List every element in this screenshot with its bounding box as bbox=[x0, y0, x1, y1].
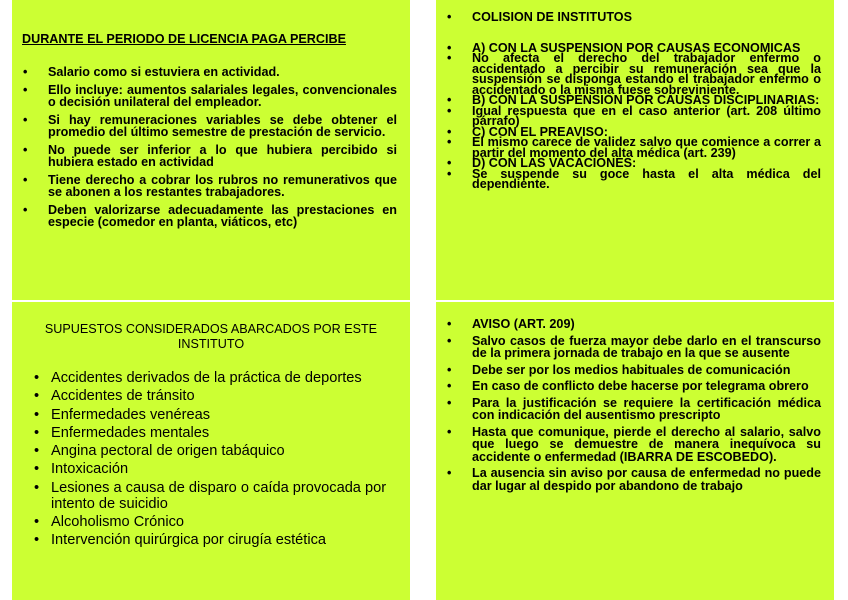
list-item: • Lesiones a causa de disparo o caída provocada por intento de suicidio bbox=[34, 480, 394, 512]
list-item: • Deben valorizarse adecuadamente las prestaciones en especie (comedor en planta, viáticos, etc) bbox=[23, 204, 397, 229]
panel-colision-institutos bbox=[436, 0, 834, 300]
list-item: • C) CON EL PREAVISO: bbox=[447, 127, 821, 138]
list-item: • Si hay remuneraciones variables se debe obtener el promedio del último semestre de prestación de servicio. bbox=[23, 114, 397, 139]
list-item: • No puede ser inferior a lo que hubiera percibido si hubiera estado en actividad bbox=[23, 144, 397, 169]
panel-heading: DURANTE EL PERIODO DE LICENCIA PAGA PERCIBE bbox=[22, 32, 346, 46]
panel-supuestos bbox=[12, 302, 410, 600]
list-item: • No afecta el derecho del trabajador enfermo o accidentado a percibir su remuneración sea que la suspensión se disponga estando el trabajador enfermo o accidentado o la misma fuese sobreviniente. bbox=[447, 53, 821, 95]
list-item: • Intoxicación bbox=[34, 461, 394, 477]
list-item: • Para la justificación se requiere la certificación médica con indicación del ausentismo prescripto bbox=[447, 397, 821, 422]
list-item: • B) CON LA SUSPENSION POR CAUSAS DISCIPLINARIAS: bbox=[447, 95, 821, 106]
list-item: • Se suspende su goce hasta el alta médica del dependiente. bbox=[447, 169, 821, 190]
list-item: • Angina pectoral de origen tabáquico bbox=[34, 443, 394, 459]
bullet-list bbox=[34, 370, 394, 551]
list-item: • A) CON LA SUSPENSION POR CAUSAS ECONOMICAS bbox=[447, 43, 821, 54]
list-item: • El mismo carece de validez salvo que comience a correr a partir del momento del alta médica (art. 239) bbox=[447, 137, 821, 158]
section-heading: • COLISION DE INSTITUTOS bbox=[447, 11, 821, 24]
list-item: • Ello incluye: aumentos salariales legales, convencionales o decisión unilateral del empleador. bbox=[23, 84, 397, 109]
list-item: • Salvo casos de fuerza mayor debe darlo en el transcurso de la primera jornada de trabajo en la que se ausente bbox=[447, 335, 821, 360]
panel-title: SUPUESTOS CONSIDERADOS ABARCADOS POR ESTE INSTITUTO bbox=[44, 322, 378, 351]
bullet-list bbox=[23, 66, 397, 234]
list-item: • Debe ser por los medios habituales de comunicación bbox=[447, 364, 821, 377]
list-item: • Igual respuesta que en el caso anterior (art. 208 último párrafo) bbox=[447, 106, 821, 127]
list-item: • Intervención quirúrgica por cirugía estética bbox=[34, 532, 394, 548]
panel-licencia-paga bbox=[12, 0, 410, 300]
list-item: • Accidentes derivados de la práctica de deportes bbox=[34, 370, 394, 386]
list-item: • Alcoholismo Crónico bbox=[34, 514, 394, 530]
list-item: • Accidentes de tránsito bbox=[34, 388, 394, 404]
list-item: • Salario como si estuviera en actividad. bbox=[23, 66, 397, 79]
list-item: • D) CON LAS VACACIONES: bbox=[447, 158, 821, 169]
bullet-list bbox=[447, 318, 821, 496]
section-heading: • AVISO (ART. 209) bbox=[447, 318, 821, 331]
list-item: • Tiene derecho a cobrar los rubros no remunerativos que se abonen a los restantes trabajadores. bbox=[23, 174, 397, 199]
panel-aviso bbox=[436, 302, 834, 600]
list-item: • Enfermedades venéreas bbox=[34, 407, 394, 423]
list-item: • Hasta que comunique, pierde el derecho al salario, salvo que luego se demuestre de manera inequívoca su accidente o enfermedad (IBARRA DE ESCOBEDO). bbox=[447, 426, 821, 464]
bullet-list bbox=[447, 11, 821, 190]
list-item: • La ausencia sin aviso por causa de enfermedad no puede dar lugar al despido por abandono de trabajo bbox=[447, 467, 821, 492]
list-item: • Enfermedades mentales bbox=[34, 425, 394, 441]
list-item: • En caso de conflicto debe hacerse por telegrama obrero bbox=[447, 380, 821, 393]
